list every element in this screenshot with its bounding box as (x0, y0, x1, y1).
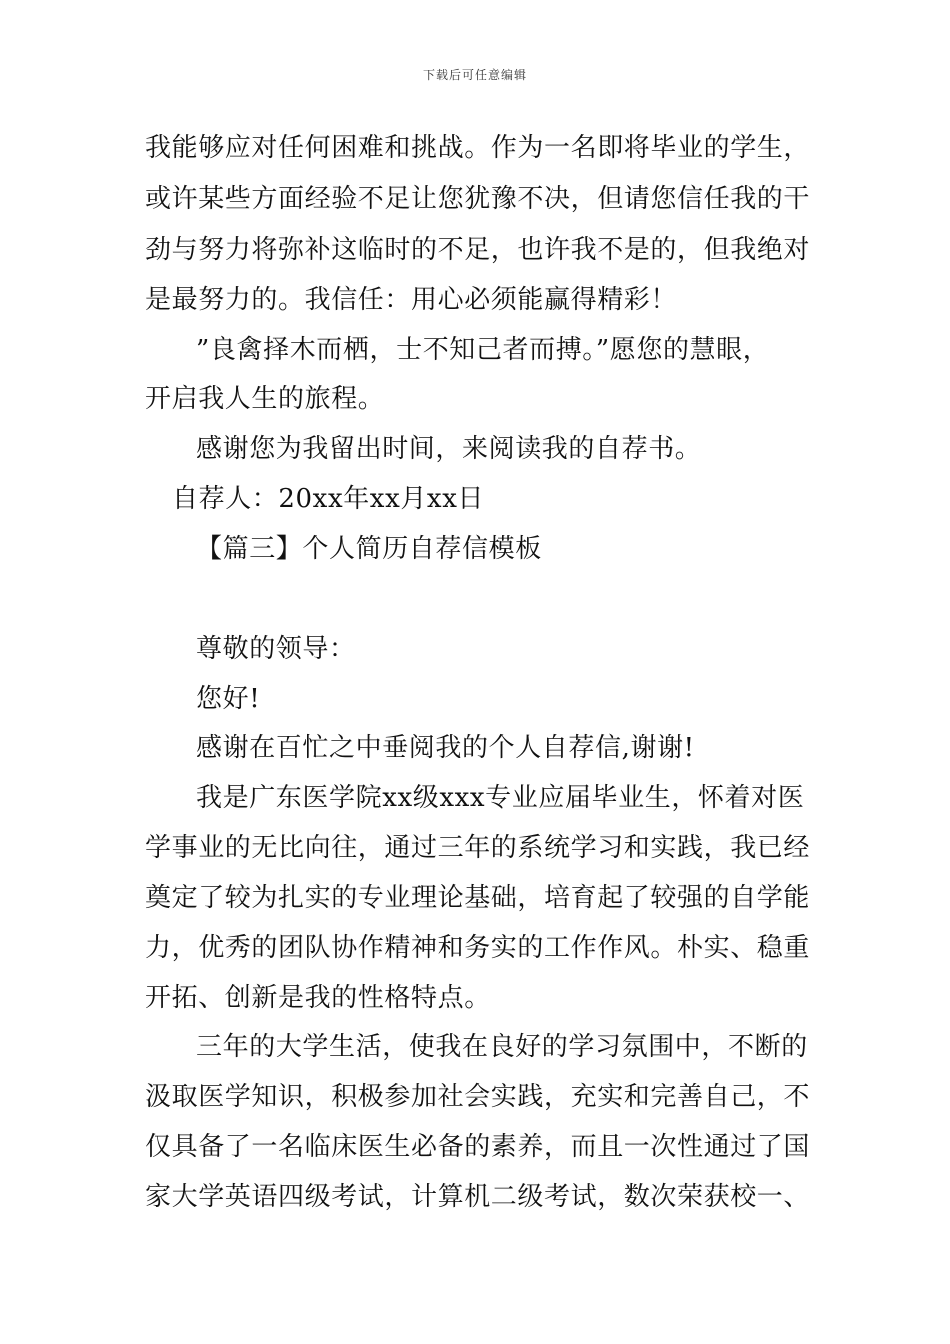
salutation: 尊敬的领导： (196, 634, 356, 664)
paragraph-2-line-2: 汲取医学知识，积极参加社会实践，充实和完善自己，不 (145, 1082, 811, 1112)
thanks-line: 感谢您为我留出时间，来阅读我的自荐书。 (196, 434, 702, 464)
paragraph-2-line-1: 三年的大学生活，使我在良好的学习氛围中，不断的 (196, 1032, 808, 1062)
body-line-2: 或许某些方面经验不足让您犹豫不决，但请您信任我的干 (145, 184, 811, 214)
body-line-1: 我能够应对任何困难和挑战。作为一名即将毕业的学生， (145, 133, 811, 163)
body-line-5: ”良禽择木而栖，士不知己者而搏。”愿您的慧眼， (196, 335, 770, 365)
page-header-note: 下载后可任意编辑 (422, 68, 527, 82)
body-line-6: 开启我人生的旅程。 (145, 384, 385, 414)
paragraph-1-line-3: 奠定了较为扎实的专业理论基础，培育起了较强的自学能 (145, 883, 811, 913)
section-heading: 【篇三】个人简历自荐信模板 (196, 534, 542, 564)
paragraph-1-line-5: 开拓、创新是我的性格特点。 (145, 983, 491, 1013)
signature-date-line: 自荐人：20xx年xx月xx日 (172, 484, 485, 514)
greeting: 您好! (196, 684, 261, 714)
paragraph-1-line-2: 学事业的无比向往，通过三年的系统学习和实践，我已经 (145, 833, 811, 863)
thanks-reading-line: 感谢在百忙之中垂阅我的个人自荐信,谢谢! (196, 733, 695, 763)
paragraph-2-line-3: 仅具备了一名临床医生必备的素养，而且一次性通过了国 (145, 1132, 811, 1162)
paragraph-2-line-4: 家大学英语四级考试，计算机二级考试，数次荣获校一、 (145, 1182, 811, 1212)
body-line-3: 劲与努力将弥补这临时的不足，也许我不是的，但我绝对 (145, 235, 811, 265)
body-line-4: 是最努力的。我信任：用心必须能赢得精彩！ (145, 285, 678, 315)
paragraph-1-line-1: 我是广东医学院xx级xxx专业应届毕业生，怀着对医 (196, 783, 805, 813)
paragraph-1-line-4: 力，优秀的团队协作精神和务实的工作作风。朴实、稳重 (145, 933, 811, 963)
